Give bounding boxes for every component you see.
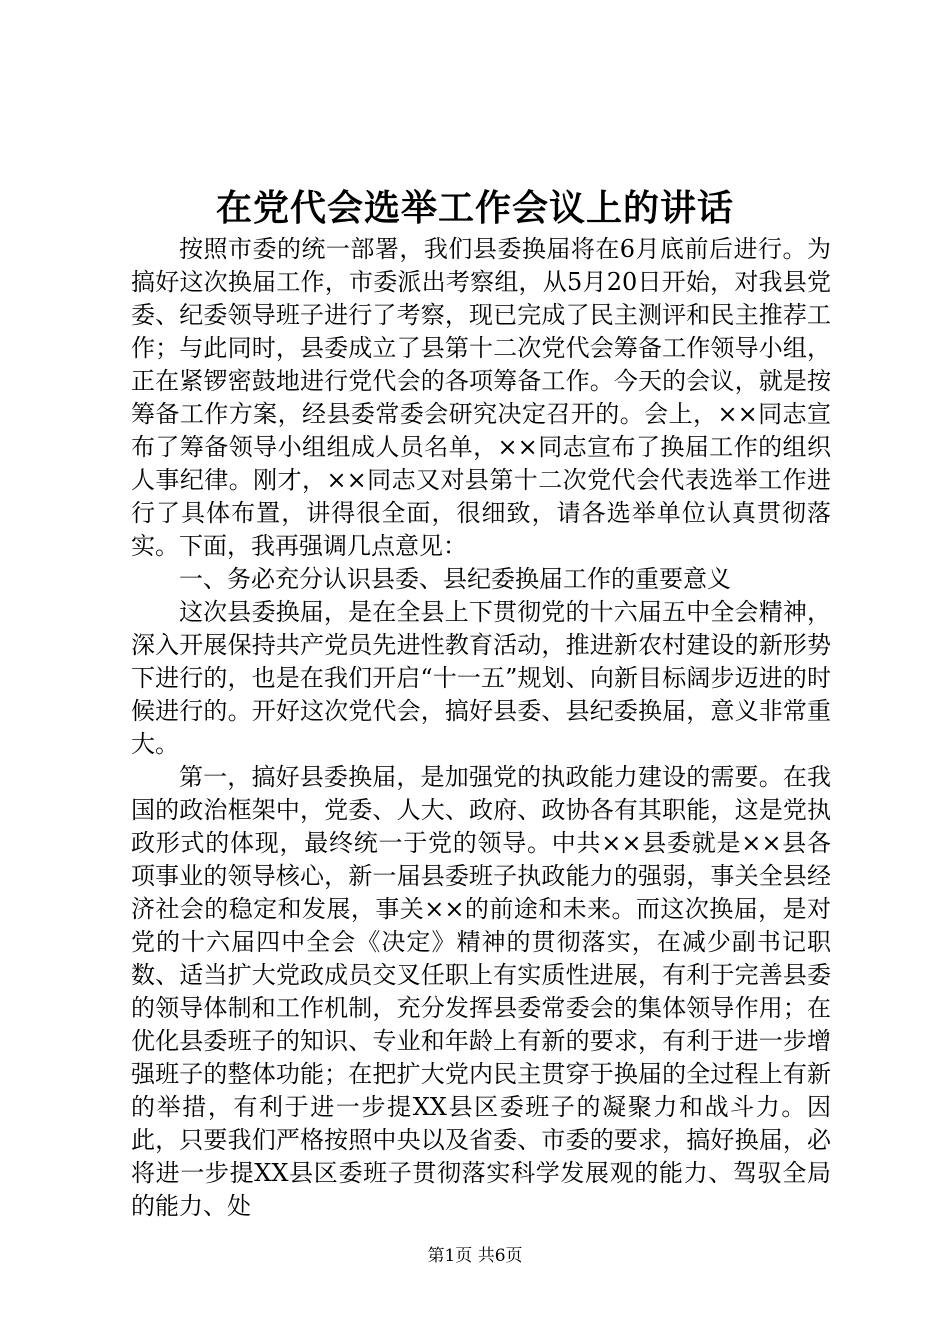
document-body bbox=[131, 233, 831, 1223]
paragraph-significance: 这次县委换届，是在全县上下贯彻党的十六届五中全会精神，深入开展保持共产党员先进性教育活动，推进新农村建设的新形势下进行的，也是在我们开启“十一五”规划、向新目标阔步迈进的时候进行的。开好这次党代会，搞好县委、县纪委换届，意义非常重大。 bbox=[131, 598, 831, 758]
paragraph-intro: 按照市委的统一部署，我们县委换届将在6月底前后进行。为搞好这次换届工作，市委派出考察组，从5月20日开始，对我县党委、纪委领导班子进行了考察，现已完成了民主测评和民主推荐工作；与此同时，县委成立了县第十二次党代会筹备工作领导小组，正在紧锣密鼓地进行党代会的各项筹备工作。今天的会议，就是按筹备工作方案，经县委常委会研究决定召开的。会上，××同志宣布了筹备领导小组组成人员名单，××同志宣布了换届工作的组织人事纪律。刚才，××同志又对县第十二次党代会代表选举工作进行了具体布置，讲得很全面，很细致，请各选举单位认真贯彻落实。下面，我再强调几点意见： bbox=[131, 235, 831, 560]
paragraph-first-point: 第一，搞好县委换届，是加强党的执政能力建设的需要。在我国的政治框架中，党委、人大、政府、政协各有其职能，这是党执政形式的体现，最终统一于党的领导。中共××县委就是××县各项事业的领导核心，新一届县委班子执政能力的强弱，事关全县经济社会的稳定和发展，事关××的前途和未来。而这次换届，是对党的十六届四中全会《决定》精神的贯彻落实，在减少副书记职数、适当扩大党政成员交叉任职上有实质性进展，有利于完善县委的领导体制和工作机制，充分发挥县委常委会的集体领导作用；在优化县委班子的知识、专业和年龄上有新的要求，有利于进一步增强班子的整体功能；在把扩大党内民主贯穿于换届的全过程上有新的举措，有利于进一步提XX县区委班子的凝聚力和战斗力。因此，只要我们严格按照中央以及省委、市委的要求，搞好换届，必将进一步提XX县区委班子贯彻落实科学发展观的能力、驾驭全局的能力、处 bbox=[131, 763, 831, 1220]
section-heading: 一、务必充分认识县委、县纪委换届工作的重要意义 bbox=[179, 565, 731, 593]
document-title: 在党代会选举工作会议上的讲话 bbox=[215, 187, 734, 229]
page-number: 第1页 共6页 bbox=[427, 1246, 523, 1266]
